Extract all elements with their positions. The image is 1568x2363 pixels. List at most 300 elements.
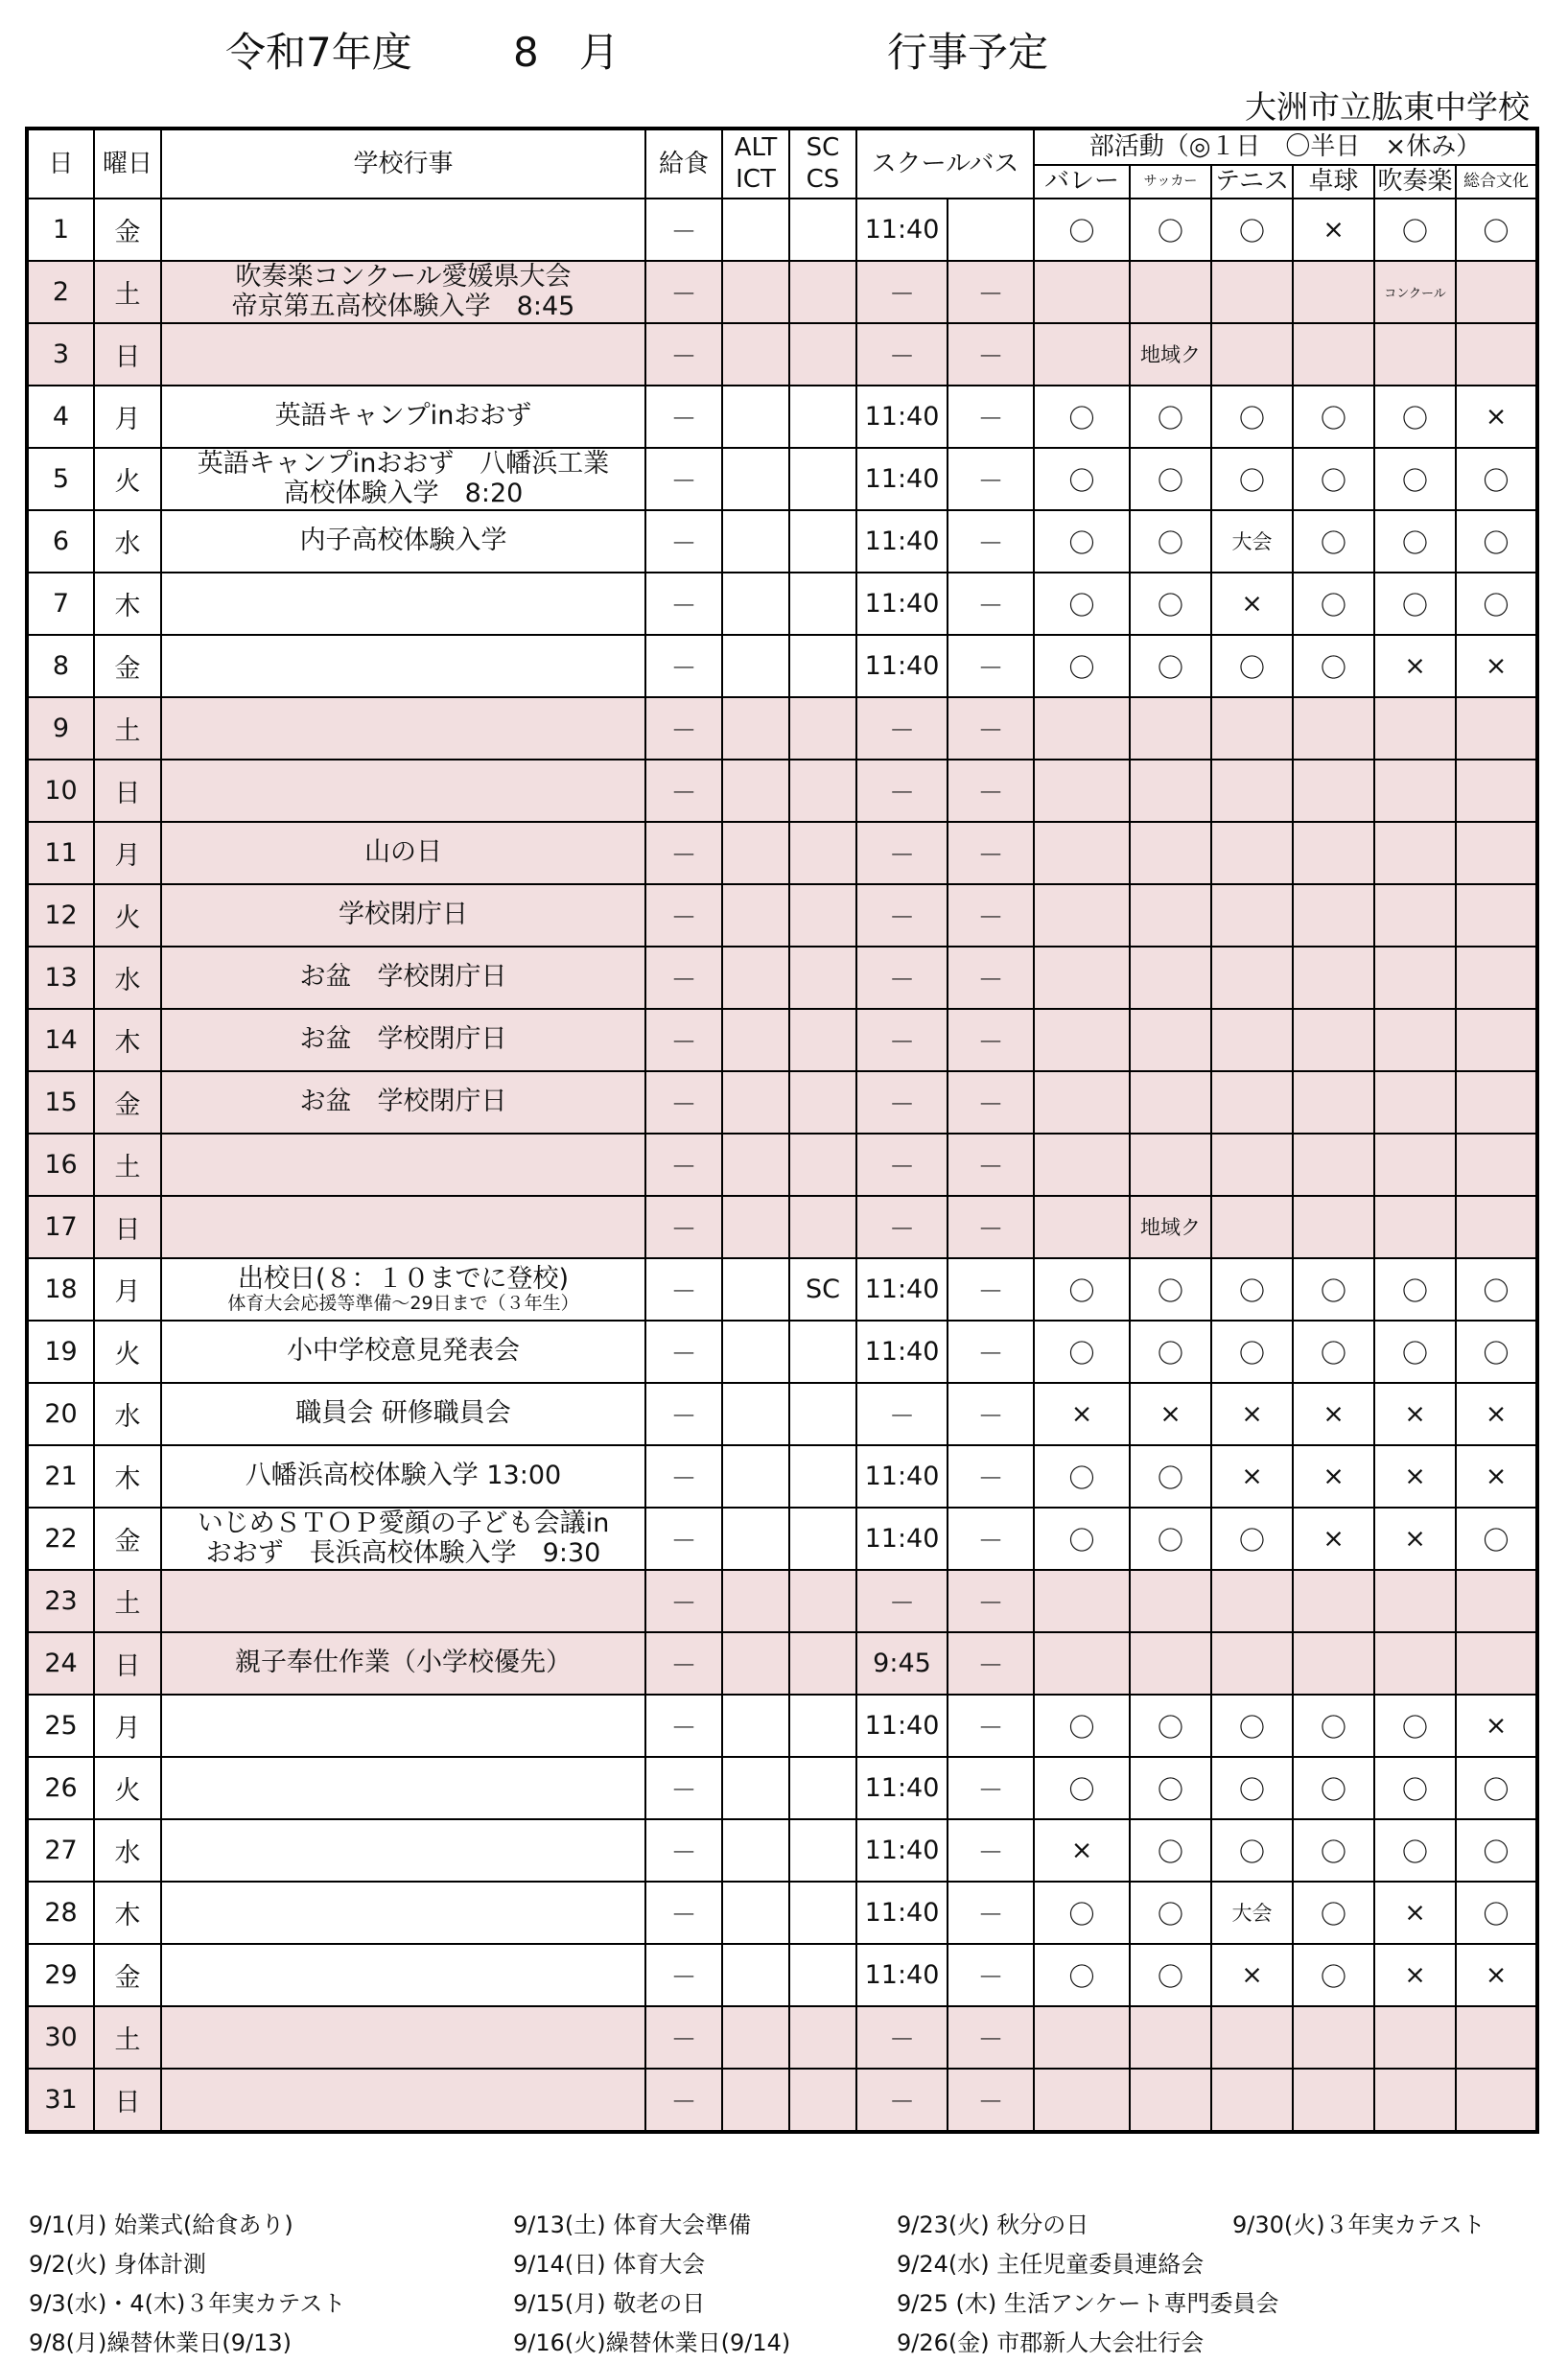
lunch-cell: － [645, 884, 722, 947]
club-status-cell [1293, 2006, 1374, 2069]
club-status-cell [1034, 2069, 1130, 2132]
bus-time-cell: 11:40 [856, 199, 948, 261]
club-status-cell [1293, 2069, 1374, 2132]
event-line-1: 職員会 研修職員会 [295, 1398, 511, 1429]
sc-cs-cell [789, 199, 856, 261]
club-status-cell: 〇 [1034, 635, 1130, 697]
day-cell: 23 [27, 1570, 94, 1632]
club-status-cell [1456, 760, 1537, 822]
day-cell: 24 [27, 1632, 94, 1695]
day-cell: 1 [27, 199, 94, 261]
club-status-cell [1456, 1134, 1537, 1196]
event-cell [161, 1508, 645, 1570]
club-status-cell: 〇 [1456, 1757, 1537, 1819]
event-line-1: 親子奉仕作業（小学校優先） [235, 1648, 572, 1678]
header-alt: ALT [734, 133, 778, 163]
club-status-cell [1293, 261, 1374, 323]
bus-time-cell: － [856, 1071, 948, 1134]
bus-time-cell: － [856, 822, 948, 884]
day-cell: 4 [27, 386, 94, 448]
alt-ict-cell [722, 261, 789, 323]
weekday-cell: 土 [94, 1570, 161, 1632]
club-status-cell [1293, 760, 1374, 822]
weekday-cell: 木 [94, 1009, 161, 1071]
bus-time-cell: － [856, 2069, 948, 2132]
bus-return-cell: － [948, 697, 1034, 760]
club-status-cell [1374, 1071, 1456, 1134]
alt-ict-cell [722, 386, 789, 448]
club-status-cell [1374, 2069, 1456, 2132]
lunch-cell: － [645, 1196, 722, 1258]
club-status-cell: 〇 [1374, 1819, 1456, 1882]
club-status-cell [1456, 2069, 1537, 2132]
club-status-cell [1374, 884, 1456, 947]
lunch-cell: － [645, 635, 722, 697]
sc-cs-cell [789, 760, 856, 822]
bus-return-cell: － [948, 760, 1034, 822]
club-status-cell: 〇 [1374, 448, 1456, 510]
table-row [27, 2069, 1537, 2132]
bus-return-cell [948, 199, 1034, 261]
bus-time-cell: － [856, 1196, 948, 1258]
lunch-cell: － [645, 1570, 722, 1632]
weekday-cell: 水 [94, 510, 161, 573]
club-status-cell [1130, 1009, 1211, 1071]
lunch-cell: － [645, 1695, 722, 1757]
sc-cs-cell [789, 635, 856, 697]
header-club-culture: 総合文化 [1456, 165, 1537, 199]
club-status-cell [1034, 1196, 1130, 1258]
club-status-cell [1034, 1009, 1130, 1071]
club-status-cell: 〇 [1034, 1882, 1130, 1944]
header-sc-cs [789, 129, 856, 199]
sc-cs-cell [789, 1819, 856, 1882]
event-line-2: 高校体験入学 8:20 [283, 479, 524, 508]
table-row [27, 822, 1537, 884]
table-row [27, 760, 1537, 822]
school-name: 大洲市立肱東中学校 [1245, 88, 1530, 126]
event-cell [161, 760, 645, 822]
table-row [27, 1632, 1537, 1695]
alt-ict-cell [722, 1882, 789, 1944]
bus-return-cell: － [948, 947, 1034, 1009]
club-status-cell [1130, 1134, 1211, 1196]
sc-cs-cell [789, 822, 856, 884]
club-status-cell: × [1456, 386, 1537, 448]
event-cell [161, 697, 645, 760]
bus-time-cell: － [856, 884, 948, 947]
header-club-tabletennis: 卓球 [1293, 165, 1374, 199]
event-cell [161, 1445, 645, 1508]
day-cell: 31 [27, 2069, 94, 2132]
club-status-cell: 〇 [1374, 386, 1456, 448]
event-cell [161, 386, 645, 448]
day-cell: 5 [27, 448, 94, 510]
lunch-cell: － [645, 822, 722, 884]
weekday-cell: 木 [94, 1882, 161, 1944]
club-status-cell [1130, 1570, 1211, 1632]
day-cell: 28 [27, 1882, 94, 1944]
lunch-cell: － [645, 1819, 722, 1882]
club-status-cell: 〇 [1211, 1695, 1293, 1757]
day-cell: 13 [27, 947, 94, 1009]
club-status-cell [1374, 947, 1456, 1009]
alt-ict-cell [722, 1383, 789, 1445]
sc-cs-cell [789, 1695, 856, 1757]
bus-time-cell: － [856, 2006, 948, 2069]
sc-cs-cell [789, 2069, 856, 2132]
event-cell [161, 635, 645, 697]
club-status-cell [1211, 884, 1293, 947]
bus-return-cell: － [948, 822, 1034, 884]
table-row [27, 1695, 1537, 1757]
weekday-cell: 月 [94, 1258, 161, 1321]
club-status-cell: × [1211, 573, 1293, 635]
weekday-cell: 月 [94, 1695, 161, 1757]
club-status-cell [1456, 1009, 1537, 1071]
day-cell: 11 [27, 822, 94, 884]
club-status-cell: 〇 [1456, 448, 1537, 510]
table-row [27, 1258, 1537, 1321]
event-cell [161, 1134, 645, 1196]
weekday-cell: 火 [94, 1321, 161, 1383]
day-cell: 18 [27, 1258, 94, 1321]
weekday-cell: 月 [94, 386, 161, 448]
club-status-cell: 〇 [1211, 1757, 1293, 1819]
sc-cs-cell [789, 261, 856, 323]
footer-item: 9/13(土) 体育大会準備 [513, 2211, 752, 2238]
weekday-cell: 金 [94, 1071, 161, 1134]
sc-cs-cell [789, 1009, 856, 1071]
club-status-cell: × [1293, 1383, 1374, 1445]
club-status-cell: 〇 [1456, 510, 1537, 573]
club-status-cell: 〇 [1374, 1258, 1456, 1321]
lunch-cell: － [645, 1258, 722, 1321]
header-lunch: 給食 [645, 129, 722, 199]
day-cell: 29 [27, 1944, 94, 2006]
alt-ict-cell [722, 1944, 789, 2006]
table-row [27, 697, 1537, 760]
club-status-cell: 〇 [1374, 1321, 1456, 1383]
sc-cs-cell [789, 2006, 856, 2069]
club-status-cell: 〇 [1130, 448, 1211, 510]
weekday-cell: 火 [94, 884, 161, 947]
bus-time-cell: － [856, 1134, 948, 1196]
bus-time-cell: 11:40 [856, 1321, 948, 1383]
table-row [27, 1819, 1537, 1882]
club-status-cell: 〇 [1374, 573, 1456, 635]
club-status-cell: 〇 [1293, 573, 1374, 635]
lunch-cell: － [645, 1944, 722, 2006]
sc-cs-cell [789, 1196, 856, 1258]
club-status-cell [1293, 822, 1374, 884]
bus-return-cell: － [948, 510, 1034, 573]
bus-return-cell: － [948, 1570, 1034, 1632]
table-row [27, 1134, 1537, 1196]
event-cell [161, 1009, 645, 1071]
lunch-cell: － [645, 1508, 722, 1570]
club-status-cell [1374, 1134, 1456, 1196]
club-status-cell: × [1456, 1445, 1537, 1508]
day-cell: 9 [27, 697, 94, 760]
bus-return-cell: － [948, 323, 1034, 386]
club-status-cell: × [1374, 1445, 1456, 1508]
bus-return-cell: － [948, 1196, 1034, 1258]
club-status-cell [1374, 697, 1456, 760]
footer-item: 9/14(日) 体育大会 [513, 2251, 706, 2278]
alt-ict-cell [722, 1196, 789, 1258]
club-status-cell: 〇 [1293, 1757, 1374, 1819]
club-status-cell [1034, 760, 1130, 822]
club-status-cell [1130, 884, 1211, 947]
lunch-cell: － [645, 697, 722, 760]
table-row [27, 573, 1537, 635]
footer-col-2 [513, 2206, 790, 2363]
club-status-cell [1211, 261, 1293, 323]
bus-return-cell: － [948, 1695, 1034, 1757]
club-status-cell: × [1293, 1445, 1374, 1508]
bus-return-cell: － [948, 448, 1034, 510]
club-status-cell [1456, 1196, 1537, 1258]
club-status-cell: 〇 [1456, 1508, 1537, 1570]
event-cell [161, 1695, 645, 1757]
bus-time-cell: 11:40 [856, 510, 948, 573]
event-line-1: 英語キャンプinおおず [274, 401, 532, 432]
sc-cs-cell: SC [789, 1258, 856, 1321]
club-status-cell: 〇 [1293, 448, 1374, 510]
lunch-cell: － [645, 1445, 722, 1508]
bus-return-cell: － [948, 1321, 1034, 1383]
club-status-cell: 〇 [1211, 386, 1293, 448]
lunch-cell: － [645, 573, 722, 635]
table-row [27, 1882, 1537, 1944]
event-cell [161, 323, 645, 386]
day-cell: 7 [27, 573, 94, 635]
club-status-cell [1211, 1632, 1293, 1695]
club-status-cell: 〇 [1034, 573, 1130, 635]
bus-return-cell: － [948, 1009, 1034, 1071]
sc-cs-cell [789, 1445, 856, 1508]
bus-time-cell: 11:40 [856, 635, 948, 697]
club-status-cell: 〇 [1293, 1321, 1374, 1383]
event-cell [161, 1882, 645, 1944]
club-status-cell [1034, 1071, 1130, 1134]
table-row [27, 1383, 1537, 1445]
club-status-cell: 〇 [1211, 635, 1293, 697]
club-status-cell [1211, 2006, 1293, 2069]
club-status-cell: 〇 [1034, 199, 1130, 261]
club-status-cell: 〇 [1211, 1258, 1293, 1321]
header-sc: SC [806, 133, 840, 163]
club-status-cell: 大会 [1211, 510, 1293, 573]
club-status-cell [1034, 1632, 1130, 1695]
club-status-cell [1374, 822, 1456, 884]
club-status-cell [1130, 1071, 1211, 1134]
lunch-cell: － [645, 1009, 722, 1071]
table-row [27, 1944, 1537, 2006]
lunch-cell: － [645, 2069, 722, 2132]
club-status-cell: 〇 [1130, 199, 1211, 261]
footer-col-4 [1232, 2206, 1486, 2245]
bus-time-cell: － [856, 947, 948, 1009]
weekday-cell: 土 [94, 697, 161, 760]
club-status-cell [1374, 1632, 1456, 1695]
club-status-cell [1034, 2006, 1130, 2069]
weekday-cell: 日 [94, 323, 161, 386]
header-club-band: 吹奏楽 [1374, 165, 1456, 199]
table-row [27, 386, 1537, 448]
club-status-cell: 〇 [1293, 635, 1374, 697]
bus-time-cell: － [856, 323, 948, 386]
bus-return-cell: － [948, 1134, 1034, 1196]
alt-ict-cell [722, 199, 789, 261]
alt-ict-cell [722, 573, 789, 635]
alt-ict-cell [722, 1819, 789, 1882]
club-status-cell [1034, 697, 1130, 760]
club-status-cell [1034, 1134, 1130, 1196]
alt-ict-cell [722, 1695, 789, 1757]
club-status-cell [1211, 697, 1293, 760]
club-status-cell: 〇 [1034, 1258, 1130, 1321]
sc-cs-cell [789, 1071, 856, 1134]
alt-ict-cell [722, 635, 789, 697]
club-status-cell: 〇 [1130, 510, 1211, 573]
club-status-cell [1130, 1632, 1211, 1695]
weekday-cell: 金 [94, 199, 161, 261]
bus-return-cell: － [948, 1632, 1034, 1695]
club-status-cell [1034, 1570, 1130, 1632]
bus-time-cell: 11:40 [856, 1258, 948, 1321]
club-status-cell: × [1374, 1383, 1456, 1445]
table-row [27, 261, 1537, 323]
club-status-cell: 〇 [1374, 1757, 1456, 1819]
bus-time-cell: 9:45 [856, 1632, 948, 1695]
alt-ict-cell [722, 2006, 789, 2069]
alt-ict-cell [722, 1757, 789, 1819]
lunch-cell: － [645, 1383, 722, 1445]
club-status-cell [1130, 697, 1211, 760]
club-status-cell: 〇 [1211, 448, 1293, 510]
club-status-cell [1130, 822, 1211, 884]
event-line-1: 内子高校体験入学 [299, 526, 507, 556]
day-cell: 15 [27, 1071, 94, 1134]
weekday-cell: 水 [94, 947, 161, 1009]
event-cell [161, 1196, 645, 1258]
club-status-cell: × [1374, 1882, 1456, 1944]
table-row [27, 1009, 1537, 1071]
sc-cs-cell [789, 448, 856, 510]
alt-ict-cell [722, 760, 789, 822]
club-status-cell [1374, 760, 1456, 822]
alt-ict-cell [722, 510, 789, 573]
club-status-cell [1293, 1009, 1374, 1071]
lunch-cell: － [645, 1632, 722, 1695]
table-row [27, 1757, 1537, 1819]
footer-item: 9/26(金) 市郡新人大会壮行会 [897, 2329, 1205, 2356]
club-status-cell [1130, 2069, 1211, 2132]
sc-cs-cell [789, 1632, 856, 1695]
event-cell [161, 2006, 645, 2069]
bus-return-cell: － [948, 386, 1034, 448]
table-row [27, 448, 1537, 510]
footer-col-3 [897, 2206, 1278, 2363]
table-row [27, 947, 1537, 1009]
club-status-cell [1374, 1196, 1456, 1258]
club-status-cell [1456, 1570, 1537, 1632]
sc-cs-cell [789, 1570, 856, 1632]
day-cell: 22 [27, 1508, 94, 1570]
header-row [27, 129, 1537, 165]
club-status-cell: 〇 [1130, 1508, 1211, 1570]
club-status-cell: 〇 [1034, 1445, 1130, 1508]
club-status-cell: 〇 [1456, 1321, 1537, 1383]
club-status-cell [1293, 1196, 1374, 1258]
alt-ict-cell [722, 1321, 789, 1383]
lunch-cell: － [645, 1882, 722, 1944]
footer-item: 9/8(月)繰替休業日(9/13) [29, 2329, 292, 2356]
club-status-cell: × [1374, 1508, 1456, 1570]
bus-return-cell: － [948, 1445, 1034, 1508]
alt-ict-cell [722, 1071, 789, 1134]
club-status-cell: × [1374, 1944, 1456, 2006]
club-status-cell: × [1211, 1445, 1293, 1508]
alt-ict-cell [722, 1508, 789, 1570]
club-status-cell: 〇 [1211, 1321, 1293, 1383]
club-status-cell: 〇 [1034, 448, 1130, 510]
weekday-cell: 木 [94, 1445, 161, 1508]
club-status-cell [1293, 1071, 1374, 1134]
weekday-cell: 水 [94, 1819, 161, 1882]
club-status-cell: 地域ク [1130, 1196, 1211, 1258]
club-status-cell: × [1211, 1944, 1293, 2006]
club-status-cell: 〇 [1130, 1695, 1211, 1757]
club-status-cell: 〇 [1293, 1944, 1374, 2006]
club-status-cell [1211, 760, 1293, 822]
club-status-cell: 〇 [1211, 1819, 1293, 1882]
header-ict: ICT [736, 164, 776, 194]
alt-ict-cell [722, 1632, 789, 1695]
footer-item: 9/3(水)・4(木)３年実カテスト [29, 2290, 346, 2317]
event-cell [161, 1632, 645, 1695]
bus-time-cell: － [856, 261, 948, 323]
bus-time-cell: － [856, 1383, 948, 1445]
table-row [27, 1570, 1537, 1632]
alt-ict-cell [722, 1445, 789, 1508]
event-line-2: おおず 長浜高校体験入学 9:30 [205, 1538, 601, 1568]
event-line-1: 吹奏楽コンクール愛媛県大会 [235, 261, 572, 292]
title-era: 令和7年度 [225, 29, 412, 76]
day-cell: 10 [27, 760, 94, 822]
footer-item: 9/24(水) 主任児童委員連絡会 [897, 2251, 1205, 2278]
event-cell [161, 199, 645, 261]
club-status-cell: × [1456, 1944, 1537, 2006]
header-club-tennis: テニス [1211, 165, 1293, 199]
club-status-cell [1456, 1071, 1537, 1134]
club-status-cell: × [1374, 635, 1456, 697]
weekday-cell: 土 [94, 1134, 161, 1196]
club-status-cell: 〇 [1211, 199, 1293, 261]
day-cell: 12 [27, 884, 94, 947]
club-status-cell [1456, 947, 1537, 1009]
weekday-cell: 土 [94, 261, 161, 323]
table-row [27, 1445, 1537, 1508]
table-row [27, 323, 1537, 386]
club-status-cell: 大会 [1211, 1882, 1293, 1944]
bus-time-cell: 11:40 [856, 1819, 948, 1882]
club-status-cell: 〇 [1034, 1757, 1130, 1819]
day-cell: 8 [27, 635, 94, 697]
lunch-cell: － [645, 510, 722, 573]
